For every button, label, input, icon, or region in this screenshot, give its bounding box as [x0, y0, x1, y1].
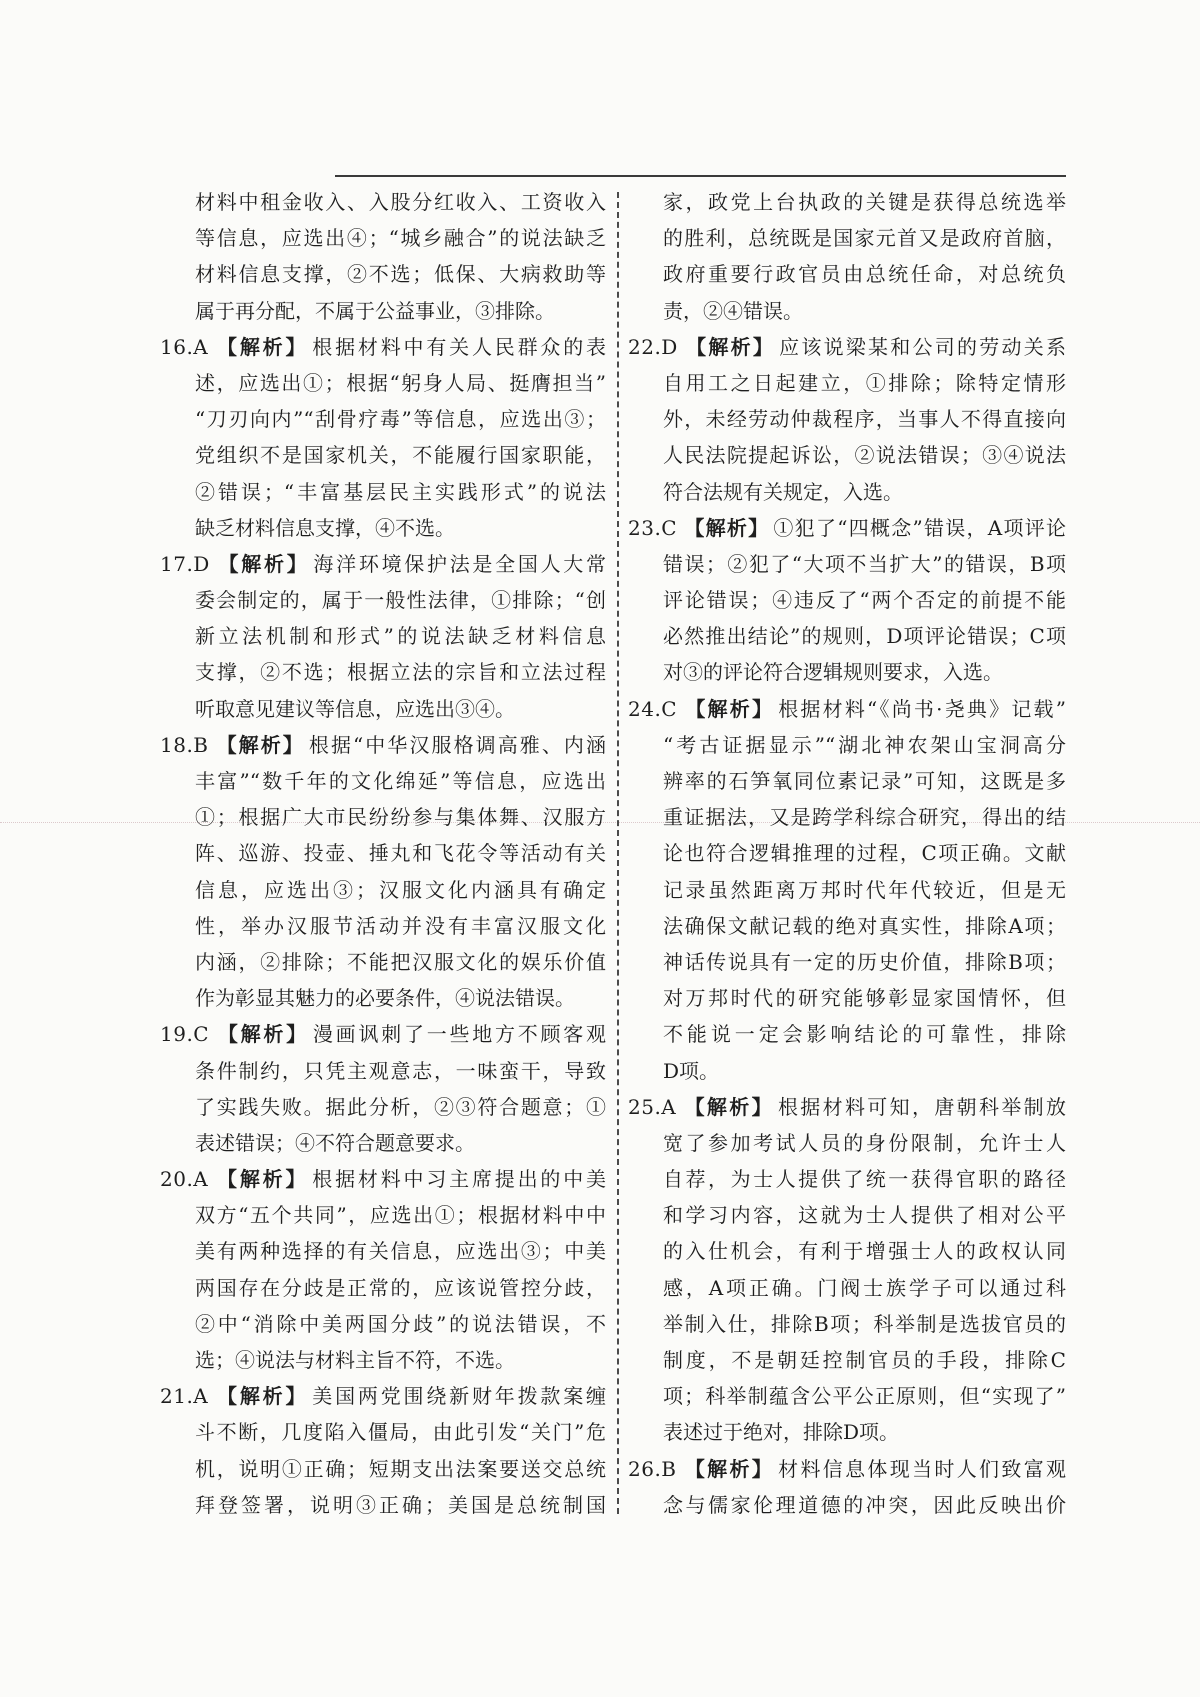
line-text: 听取意见建议等信息，应选出③④。 — [195, 696, 515, 721]
line-text: 论也符合逻辑推理的过程，C项正确。文献 — [663, 841, 1066, 866]
answer-number: 20.A — [160, 1167, 209, 1192]
answer-number: 23.C — [628, 515, 678, 540]
answer-heading-line — [628, 329, 1066, 365]
text-line — [195, 1053, 606, 1089]
line-text: 拜登签署，说明③正确；美国是总统制国 — [195, 1492, 606, 1517]
text-line — [663, 1053, 1066, 1089]
answer-item — [628, 1089, 1066, 1451]
line-text: 责，②④错误。 — [663, 298, 803, 323]
line-text: 表述错误；④不符合题意要求。 — [195, 1130, 475, 1155]
text-line — [663, 437, 1066, 473]
text-line — [195, 980, 606, 1016]
text-line — [663, 654, 1066, 690]
answer-item — [160, 1378, 606, 1523]
analysis-label: 【解析】 — [214, 1384, 309, 1409]
line-text: 记录虽然距离万邦时代年代较近，但是无 — [663, 877, 1066, 902]
right-column — [628, 184, 1066, 1523]
answer-continuation — [663, 184, 1066, 329]
line-text: 材料信息体现当时人们致富观 — [778, 1456, 1066, 1481]
line-text: “刀刃向内”“刮骨疗毒”等信息，应选出③； — [195, 407, 606, 432]
text-line — [195, 293, 606, 329]
line-text: 举制入仕，排除B项；科举制是选拔官员的 — [663, 1311, 1066, 1336]
text-line — [195, 365, 606, 401]
line-text: 材料信息支撑，②不选；低保、大病救助等 — [195, 262, 606, 287]
line-text: 海洋环境保护法是全国人大常 — [313, 551, 606, 576]
text-line — [195, 1233, 606, 1269]
line-text: 信息，应选出③；汉服文化内涵具有确定 — [195, 877, 606, 902]
text-line — [663, 1306, 1066, 1342]
header-rule — [335, 175, 1066, 177]
line-text: 阵、巡游、投壶、捶丸和飞花令等活动有关 — [195, 841, 606, 866]
line-text: 表述过于绝对，排除D项。 — [663, 1420, 900, 1445]
analysis-label: 【解析】 — [214, 1167, 309, 1192]
left-column — [160, 184, 606, 1523]
answer-heading-line — [160, 546, 606, 582]
line-text: 机，说明①正确；短期支出法案要送交总统 — [195, 1456, 606, 1481]
line-text: 的入仕机会，有利于增强士人的政权认同 — [663, 1239, 1066, 1264]
line-text: 对万邦时代的研究能够彰显家国情怀，但 — [663, 986, 1066, 1011]
answer-item — [160, 1161, 606, 1378]
text-line — [195, 799, 606, 835]
answer-number: 18.B — [160, 732, 209, 757]
text-line — [663, 293, 1066, 329]
line-text: 两国存在分歧是正常的，应该说管控分歧， — [195, 1275, 606, 1300]
line-text: 制度，不是朝廷控制官员的手段，排除C — [663, 1348, 1066, 1372]
line-text: 材料中租金收入、入股分红收入、工资收入 — [195, 190, 606, 214]
text-line — [195, 1197, 606, 1233]
line-text: 根据材料中习主席提出的中美 — [312, 1167, 606, 1192]
analysis-label: 【解析】 — [215, 1022, 309, 1047]
line-text: 项；科举制蕴含公平公正原则，但“实现了” — [663, 1384, 1066, 1409]
text-line — [663, 835, 1066, 871]
text-line — [663, 799, 1066, 835]
text-line — [195, 1342, 606, 1378]
analysis-label: 【解析】 — [682, 1094, 774, 1119]
text-line — [663, 184, 1066, 220]
line-text: 述，应选出①；根据“躬身人局、挺膺担当” — [195, 370, 606, 395]
line-text: 丰富”“数千年的文化绵延”等信息，应选出 — [195, 769, 606, 793]
text-line — [195, 220, 606, 256]
text-line — [195, 510, 606, 546]
text-line — [195, 256, 606, 292]
line-text: 感，A项正确。门阀士族学子可以通过科 — [663, 1275, 1066, 1300]
line-text: 条件制约，只凭主观意志，一味蛮干，导致 — [195, 1058, 606, 1083]
answer-heading-line — [160, 1378, 606, 1414]
text-line — [663, 1125, 1066, 1161]
text-line — [195, 1414, 606, 1450]
text-line — [663, 582, 1066, 618]
answer-item — [160, 1016, 606, 1161]
text-line — [663, 618, 1066, 654]
text-line — [195, 437, 606, 473]
line-text: 委会制定的，属于一般性法律，①排除；“创 — [195, 588, 606, 613]
line-text: D项。 — [663, 1058, 720, 1083]
line-text: 宽了参加考试人员的身份限制，允许士人 — [663, 1130, 1066, 1155]
analysis-label: 【解析】 — [683, 515, 770, 540]
column-divider — [617, 192, 619, 1514]
text-line — [195, 908, 606, 944]
line-text: 自用工之日起建立，①排除；除特定情形 — [663, 370, 1066, 395]
text-line — [663, 944, 1066, 980]
line-text: 根据“中华汉服格调高雅、内涵 — [308, 732, 606, 757]
text-line — [195, 582, 606, 618]
answer-number: 24.C — [628, 696, 678, 721]
text-line — [663, 1270, 1066, 1306]
text-line — [195, 944, 606, 980]
line-text: “考古证据显示”“湖北神农架山宝洞高分 — [663, 732, 1066, 757]
answer-number: 22.D — [628, 334, 678, 359]
text-line — [663, 1197, 1066, 1233]
text-line — [663, 220, 1066, 256]
line-text: 应该说梁某和公司的劳动关系 — [779, 334, 1066, 359]
text-line — [195, 1451, 606, 1487]
text-line — [663, 474, 1066, 510]
text-line — [663, 365, 1066, 401]
text-line — [663, 1487, 1066, 1523]
answer-heading-line — [628, 1451, 1066, 1487]
answer-item — [628, 691, 1066, 1089]
answer-number: 16.A — [160, 334, 209, 359]
text-line — [663, 1233, 1066, 1269]
text-line — [195, 872, 606, 908]
line-text: 外，未经劳动仲裁程序，当事人不得直接向 — [663, 407, 1066, 432]
line-text: 选；④说法与材料主旨不符，不选。 — [195, 1348, 515, 1372]
text-line — [663, 1378, 1066, 1414]
line-text: 人民法院提起诉讼，②说法错误；③④说法 — [663, 443, 1066, 468]
answer-number: 25.A — [628, 1094, 677, 1119]
answer-heading-line — [628, 510, 1066, 546]
answer-item — [628, 1451, 1066, 1523]
text-line — [663, 1414, 1066, 1450]
answer-heading-line — [628, 691, 1066, 727]
answer-item — [160, 329, 606, 546]
line-text: 评论错误；④违反了“两个否定的前提不能 — [663, 588, 1066, 613]
analysis-label: 【解析】 — [215, 551, 310, 576]
text-line — [195, 1089, 606, 1125]
analysis-label: 【解析】 — [214, 732, 305, 757]
text-line — [195, 1125, 606, 1161]
answer-heading-line — [160, 1161, 606, 1197]
text-line — [663, 727, 1066, 763]
answer-number: 19.C — [160, 1022, 210, 1047]
text-line — [663, 980, 1066, 1016]
text-line — [195, 1306, 606, 1342]
line-text: 的胜利，总统既是国家元首又是政府首脑， — [663, 226, 1066, 251]
line-text: 党组织不是国家机关，不能履行国家职能， — [195, 443, 606, 468]
line-text: 作为彰显其魅力的必要条件，④说法错误。 — [195, 986, 575, 1011]
text-line — [663, 546, 1066, 582]
text-line — [195, 474, 606, 510]
line-text: 根据材料中有关人民群众的表 — [312, 334, 606, 359]
line-text: 根据材料可知，唐朝科举制放 — [777, 1094, 1066, 1119]
line-text: 斗不断，几度陷入僵局，由此引发“关门”危 — [195, 1420, 606, 1445]
line-text: 家，政党上台执政的关键是获得总统选举 — [663, 190, 1066, 214]
line-text: 不能说一定会影响结论的可靠性，排除 — [663, 1022, 1066, 1047]
text-line — [195, 1270, 606, 1306]
line-text: 内涵，②排除；不能把汉服文化的娱乐价值 — [195, 949, 606, 974]
line-text: 属于再分配，不属于公益事业，③排除。 — [195, 298, 555, 323]
text-line — [663, 256, 1066, 292]
text-line — [195, 654, 606, 690]
text-line — [663, 1016, 1066, 1052]
line-text: 政府重要行政官员由总统任命，对总统负 — [663, 262, 1066, 287]
line-text: ①犯了“四概念”错误，A项评论 — [773, 515, 1066, 540]
line-text: 了实践失败。据此分析，②③符合题意；① — [195, 1094, 606, 1119]
line-text: 符合法规有关规定，入选。 — [663, 479, 903, 504]
text-line — [663, 872, 1066, 908]
line-text: 等信息，应选出④；“城乡融合”的说法缺乏 — [195, 226, 606, 251]
answer-continuation — [195, 184, 606, 329]
answer-item — [628, 329, 1066, 510]
answer-number: 17.D — [160, 551, 210, 576]
answer-item — [160, 727, 606, 1017]
answer-heading-line — [160, 727, 606, 763]
answer-number: 26.B — [628, 1456, 677, 1481]
line-text: 支撑，②不选；根据立法的宗旨和立法过程 — [195, 660, 606, 685]
line-text: 新立法机制和形式”的说法缺乏材料信息 — [195, 624, 606, 649]
text-line — [195, 184, 606, 220]
line-text: 必然推出结论”的规则，D项评论错误；C项 — [663, 624, 1066, 649]
analysis-label: 【解析】 — [683, 696, 775, 721]
line-text: 神话传说具有一定的历史价值，排除B项； — [663, 949, 1066, 974]
text-line — [195, 401, 606, 437]
answer-item — [160, 546, 606, 727]
line-text: 美有两种选择的有关信息，应选出③；中美 — [195, 1239, 606, 1264]
text-line — [195, 835, 606, 871]
answer-heading-line — [160, 1016, 606, 1052]
line-text: 重证据法，又是跨学科综合研究，得出的结 — [663, 805, 1066, 830]
line-text: ②错误；“丰富基层民主实践形式”的说法 — [195, 479, 606, 504]
text-line — [663, 908, 1066, 944]
text-line — [663, 1342, 1066, 1378]
line-text: 错误；②犯了“大项不当扩大”的错误，B项 — [663, 551, 1066, 576]
text-line — [663, 1161, 1066, 1197]
line-text: 法确保文献记载的绝对真实性，排除A项； — [663, 913, 1066, 938]
text-line — [195, 691, 606, 727]
answer-item — [628, 510, 1066, 691]
answer-heading-line — [628, 1089, 1066, 1125]
answer-heading-line — [160, 329, 606, 365]
text-line — [663, 401, 1066, 437]
line-text: 漫画讽刺了一些地方不顾客观 — [312, 1022, 606, 1047]
analysis-label: 【解析】 — [682, 1456, 775, 1481]
line-text: 自荐，为士人提供了统一获得官职的路径 — [663, 1167, 1066, 1192]
analysis-label: 【解析】 — [214, 334, 309, 359]
line-text: 念与儒家伦理道德的冲突，因此反映出价 — [663, 1492, 1066, 1517]
line-text: 性，举办汉服节活动并没有丰富汉服文化 — [195, 913, 606, 938]
line-text: 双方“五个共同”，应选出①；根据材料中中 — [195, 1203, 606, 1228]
line-text: ①；根据广大市民纷纷参与集体舞、汉服方 — [195, 805, 606, 830]
line-text: 根据材料“《尚书·尧典》记载” — [778, 696, 1066, 721]
line-text: ②中“消除中美两国分歧”的说法错误，不 — [195, 1311, 606, 1336]
line-text: 和学习内容，这就为士人提供了相对公平 — [663, 1203, 1066, 1228]
analysis-label: 【解析】 — [683, 334, 776, 359]
text-line — [195, 1487, 606, 1523]
text-line — [195, 618, 606, 654]
line-text: 对③的评论符合逻辑规则要求，入选。 — [663, 660, 1003, 685]
answer-number: 21.A — [160, 1384, 209, 1409]
line-text: 缺乏材料信息支撑，④不选。 — [195, 515, 455, 540]
line-text: 美国两党围绕新财年拨款案缠 — [312, 1384, 606, 1409]
text-line — [663, 763, 1066, 799]
line-text: 辨率的石笋氧同位素记录”可知，这既是多 — [663, 769, 1066, 793]
text-line — [195, 763, 606, 799]
